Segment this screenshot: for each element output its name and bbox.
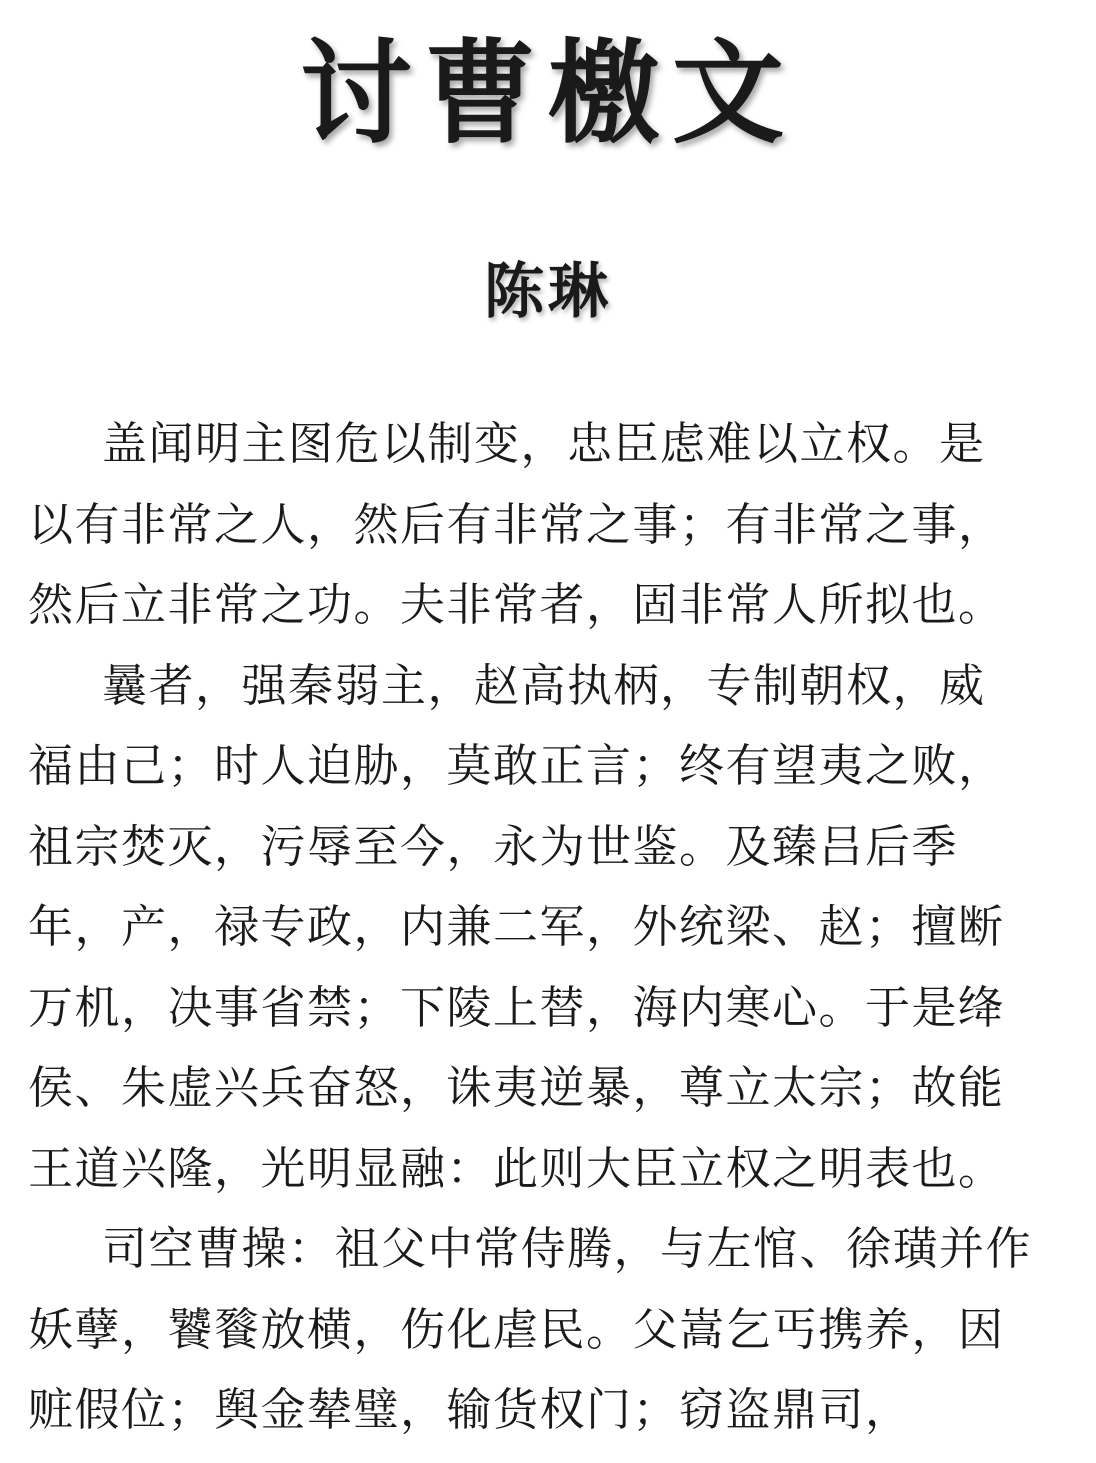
text-line: 以有非常之人，然后有非常之事；有非常之事， [28, 497, 1005, 551]
text-line: 王道兴隆，光明显融：此则大臣立权之明表也。 [28, 1141, 1005, 1195]
text-line: 然后立非常之功。夫非常者，固非常人所拟也。 [28, 578, 1005, 631]
text-line: 盖闻明主图危以制变，忠臣虑难以立权。是 [102, 417, 986, 470]
document-body [28, 404, 1076, 1451]
document-title: 讨曹檄文 [300, 29, 796, 159]
text-line: 赃假位；舆金辇璧，输货权门；窃盗鼎司， [28, 1383, 912, 1436]
text-line: 侯、朱虚兴兵奋怒，诛夷逆暴，尊立太宗；故能 [28, 1061, 1005, 1114]
text-line: 祖宗焚灭，污辱至今，永为世鉴。及臻吕后季 [28, 819, 959, 873]
text-line: 万机，决事省禁；下陵上替，海内寒心。于是绛 [28, 980, 1005, 1034]
text-line: 妖孽，饕餮放横，伤化虐民。父嵩乞丐携养，因 [28, 1302, 1005, 1356]
text-line: 年，产，禄专政，内兼二军，外统梁、赵；擅断 [28, 900, 1005, 953]
text-line: 曩者，强秦弱主，赵高执柄，专制朝权，威 [102, 658, 986, 712]
document-author: 陈琳 [484, 257, 612, 327]
text-line: 司空曹操：祖父中常侍腾，与左悺、徐璜并作 [102, 1222, 1033, 1275]
text-line: 福由己；时人迫胁，莫敢正言；终有望夷之败， [28, 739, 1005, 792]
